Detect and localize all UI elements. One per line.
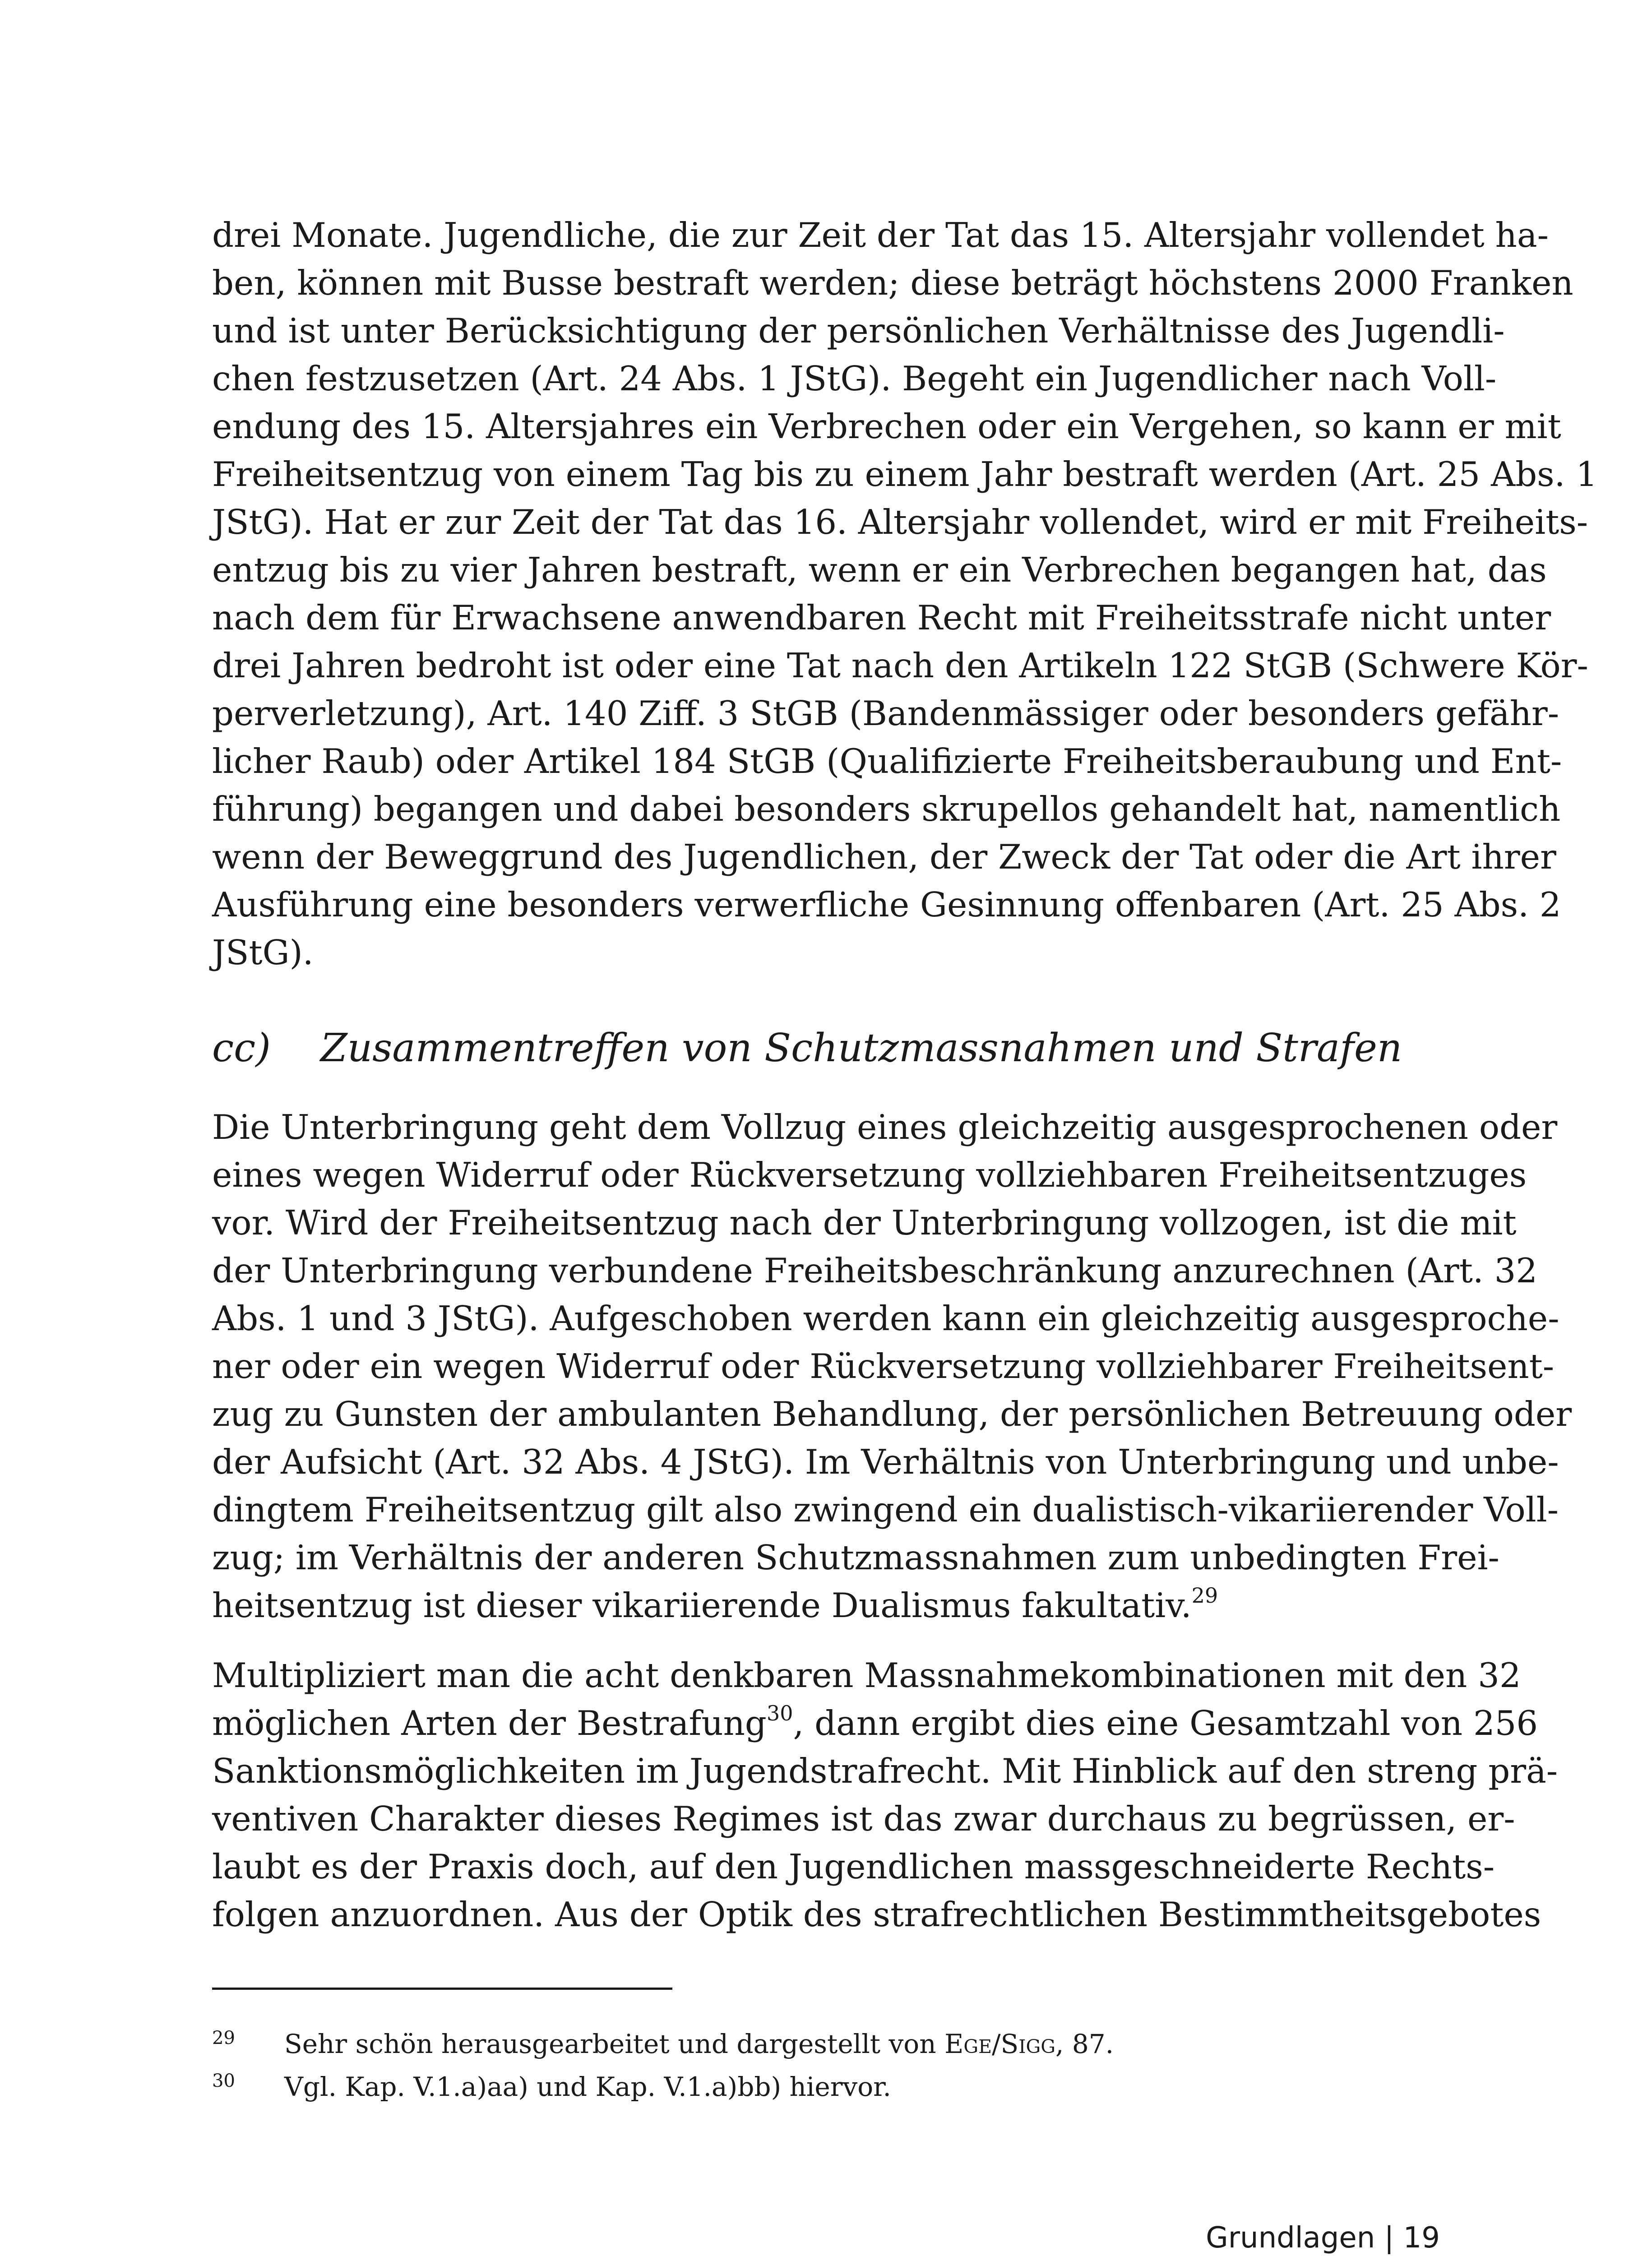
section-title: Zusammentreffen von Schutzmassnahmen und Strafen (320, 1026, 1402, 1071)
text-line: drei Monate. Jugendliche, die zur Zeit der Tat das 15. Altersjahr vollendet ha- (212, 215, 1549, 255)
footnote-ref[interactable]: 29 (1191, 1583, 1218, 1608)
text-line: licher Raub) oder Artikel 184 StGB (Qualifizierte Freiheitsberaubung und Ent- (212, 741, 1562, 781)
footnote-30: 30 Vgl. Kap. V.1.a)aa) und Kap. V.1.a)bb) hiervor. (212, 2070, 891, 2102)
text-line: eines wegen Widerruf oder Rückversetzung vollziehbaren Freiheitsentzuges (212, 1155, 1527, 1195)
text-line: führung) begangen und dabei besonders skrupellos gehandelt hat, namentlich (212, 789, 1561, 829)
paragraph-1 (212, 211, 1598, 976)
text-line: folgen anzuordnen. Aus der Optik des strafrechtlichen Bestimmtheitsgebotes (212, 1895, 1541, 1934)
text-line: ner oder ein wegen Widerruf oder Rückversetzung vollziehbarer Freiheitsent- (212, 1346, 1555, 1386)
footnote-text: Vgl. Kap. V.1.a)aa) und Kap. V.1.a)bb) hiervor. (284, 2071, 891, 2102)
text-line: Sanktionsmöglichkeiten im Jugendstrafrecht. Mit Hinblick auf den streng prä- (212, 1751, 1558, 1791)
text-line (212, 1581, 1444, 1629)
footnote-29: 29 Sehr schön herausgearbeitet und dargestellt von Ege/Sigg, 87. (212, 2027, 1114, 2059)
footnote-authors: Ege/Sigg (944, 2029, 1055, 2059)
text-line: ben, können mit Busse bestraft werden; diese beträgt höchstens 2000 Franken (212, 263, 1573, 303)
text-line: Die Unterbringung geht dem Vollzug eines gleichzeitig ausgesprochenen oder (212, 1107, 1558, 1147)
paragraph-2 (212, 1103, 1572, 1629)
text-line: ventiven Charakter dieses Regimes ist das zwar durchaus zu begrüssen, er- (212, 1799, 1515, 1839)
text-line: dingtem Freiheitsentzug gilt also zwingend ein dualistisch-vikariierender Voll- (212, 1490, 1559, 1530)
section-number: cc) (212, 1026, 271, 1071)
footnote-text: , 87. (1055, 2029, 1114, 2059)
text-line: und ist unter Berücksichtigung der persönlichen Verhältnisse des Jugendli- (212, 311, 1505, 351)
text-line: vor. Wird der Freiheitsentzug nach der Unterbringung vollzogen, ist die mit (212, 1203, 1517, 1243)
footnote-ref[interactable]: 30 (766, 1701, 793, 1725)
paragraph-3 (212, 1651, 1558, 1938)
text-line: laubt es der Praxis doch, auf den Jugendlichen massgeschneiderte Rechts- (212, 1847, 1495, 1886)
footnote-text: Sehr schön herausgearbeitet und dargestellt von (284, 2029, 944, 2059)
text-line: Ausführung eine besonders verwerfliche Gesinnung offenbaren (Art. 25 Abs. 2 (212, 885, 1561, 925)
text-line: JStG). Hat er zur Zeit der Tat das 16. Altersjahr vollendet, wird er mit Freiheits- (212, 502, 1588, 542)
text-line (212, 1699, 1538, 1747)
text-line: wenn der Beweggrund des Jugendlichen, der Zweck der Tat oder die Art ihrer (212, 837, 1556, 877)
text-line: chen festzusetzen (Art. 24 Abs. 1 JStG). Begeht ein Jugendlicher nach Voll- (212, 359, 1497, 398)
text-line: zug; im Verhältnis der anderen Schutzmassnahmen zum unbedingten Frei- (212, 1538, 1499, 1577)
footnote-separator (212, 1988, 672, 1990)
text-fragment: möglichen Arten der Bestrafung (212, 1703, 767, 1743)
text-line: der Unterbringung verbundene Freiheitsbeschränkung anzurechnen (Art. 32 (212, 1251, 1538, 1290)
text-line: drei Jahren bedroht ist oder eine Tat nach den Artikeln 122 StGB (Schwere Kör- (212, 646, 1588, 685)
text-line: nach dem für Erwachsene anwendbaren Recht mit Freiheitsstrafe nicht unter (212, 598, 1551, 638)
page-footer: Grundlagen | 19 (1206, 2221, 1440, 2255)
text-line: Abs. 1 und 3 JStG). Aufgeschoben werden kann ein gleichzeitig ausgesproche- (212, 1299, 1559, 1338)
text-line: zug zu Gunsten der ambulanten Behandlung, der persönlichen Betreuung oder (212, 1394, 1572, 1434)
text-line: der Aufsicht (Art. 32 Abs. 4 JStG). Im Verhältnis von Unterbringung und unbe- (212, 1442, 1559, 1482)
text-line: perverletzung), Art. 140 Ziff. 3 StGB (Bandenmässiger oder besonders gefähr- (212, 693, 1559, 733)
section-heading (212, 1023, 1402, 1073)
text-line: JStG). (212, 933, 314, 972)
text-line: endung des 15. Altersjahres ein Verbrechen oder ein Vergehen, so kann er mit (212, 407, 1561, 446)
text-fragment: heitsentzug ist dieser vikariierende Dualismus fakultativ. (212, 1586, 1192, 1625)
text-line: entzug bis zu vier Jahren bestraft, wenn er ein Verbrechen begangen hat, das (212, 550, 1547, 590)
text-fragment: , dann ergibt dies eine Gesamtzahl von 256 (793, 1703, 1538, 1743)
text-line: Freiheitsentzug von einem Tag bis zu einem Jahr bestraft werden (Art. 25 Abs. 1 (212, 454, 1598, 494)
text-line: Multipliziert man die acht denkbaren Massnahmekombinationen mit den 32 (212, 1655, 1521, 1695)
